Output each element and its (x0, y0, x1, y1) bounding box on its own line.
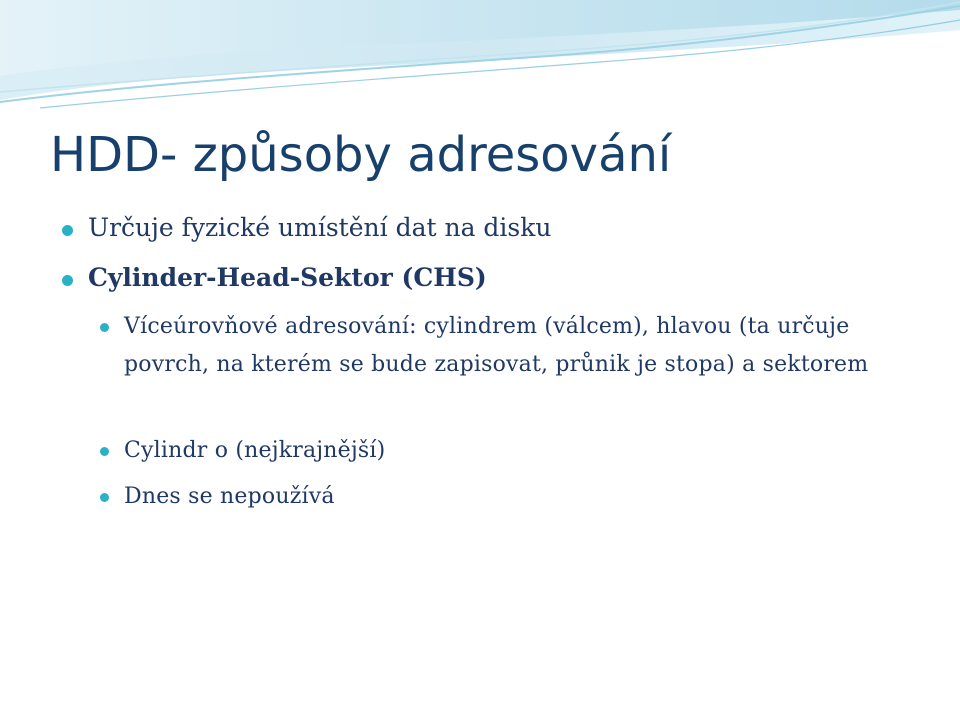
slide-title: HDD- způsoby adresování (50, 127, 672, 183)
bullet-text: Cylindr o (nejkrajnější) (124, 438, 386, 463)
sub-bullet-item (100, 478, 930, 516)
bullet-dot-icon (62, 225, 73, 236)
sub-bullet-item (100, 308, 930, 384)
header-wave-decoration (0, 0, 960, 110)
bullet-dot-icon (62, 275, 73, 286)
bullet-text: Cylinder-Head-Sektor (CHS) (88, 263, 487, 292)
bullet-item (62, 210, 552, 246)
bullet-dot-icon (100, 493, 109, 502)
bullet-text: Určuje fyzické umístění dat na disku (88, 213, 552, 242)
bullet-text: Dnes se nepoužívá (124, 484, 335, 509)
bullet-item (62, 260, 487, 296)
bullet-text: Víceúrovňové adresování: cylindrem (válcem), hlavou (ta určuje povrch, na kterém se bude zapisovat, průnik je stopa) a sektorem (124, 314, 869, 377)
bullet-dot-icon (100, 447, 109, 456)
sub-bullet-item (100, 432, 930, 470)
bullet-dot-icon (100, 323, 109, 332)
